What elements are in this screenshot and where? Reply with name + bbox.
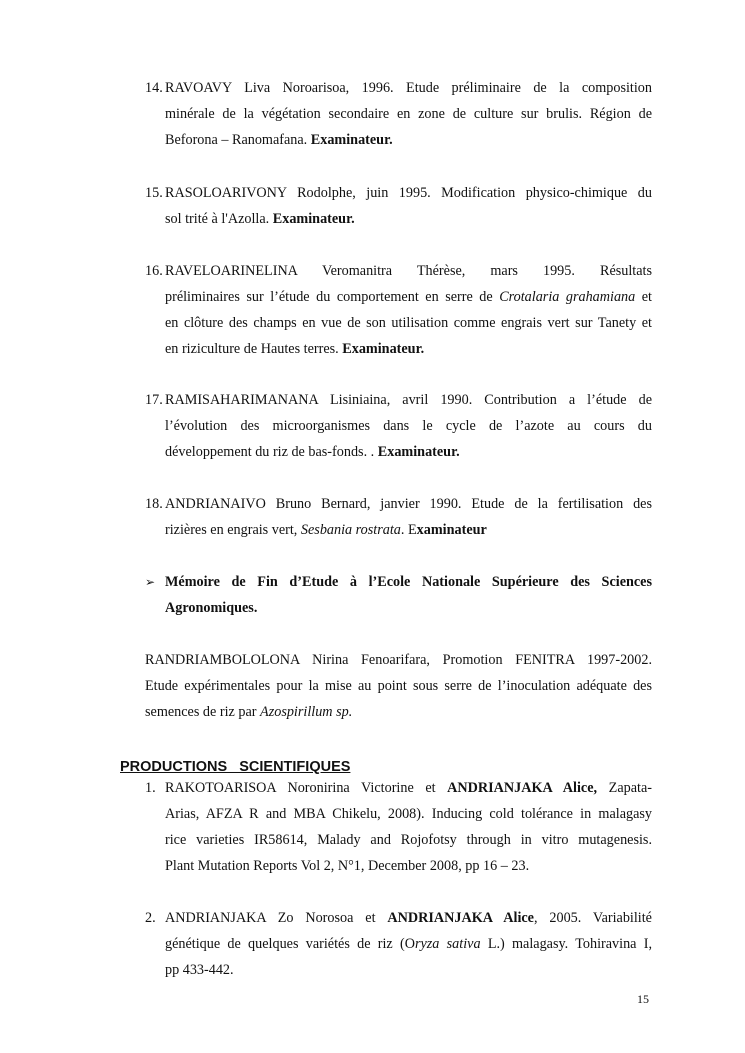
bold-text: Agronomiques. (165, 600, 258, 616)
text-line (165, 387, 652, 413)
text-line (165, 517, 652, 543)
section-heading-productions: PRODUCTIONS SCIENTIFIQUES (120, 759, 351, 775)
text-run: semences de riz par (145, 704, 261, 720)
text-line (165, 336, 652, 362)
text-line (165, 284, 652, 310)
text-line (145, 699, 652, 725)
text-run: Beforona – Ranomafana. (165, 132, 311, 148)
list-item (145, 905, 652, 983)
text-run: ANDRIANJAKA Zo Norosoa et (165, 910, 388, 926)
list-number: 15. (145, 185, 163, 201)
text-run: minérale de la végétation secondaire en zone de culture sur brulis. Région de (165, 106, 652, 122)
text-line (165, 75, 652, 101)
text-line (165, 258, 652, 284)
italic-text: Crotalaria grahamiana (499, 289, 636, 305)
text-line (165, 595, 652, 621)
text-line (145, 647, 652, 673)
text-run: et (635, 289, 653, 305)
text-line (165, 957, 652, 983)
text-line (165, 206, 652, 232)
bold-text: ANDRIANJAKA Alice, (447, 780, 598, 796)
text-run: , 2005. Variabilité (533, 910, 652, 926)
text-run: rice varieties IR58614, Malady and Rojofotsy through in vitro mutagenesis. (165, 832, 652, 848)
text-line (165, 413, 652, 439)
text-line (145, 673, 652, 699)
list-number: 2. (145, 910, 156, 926)
bold-text: Examinateur. (377, 444, 460, 460)
bold-text: Examinateur. (272, 211, 355, 227)
text-run: RAKOTOARISOA Noronirina Victorine et (165, 780, 448, 796)
arrow-bullet-icon: ➢ (145, 575, 156, 589)
text-line (165, 905, 652, 931)
text-run: Zapata- (597, 780, 652, 796)
list-number: 17. (145, 392, 163, 408)
bold-text: ANDRIANJAKA Alice (387, 910, 534, 926)
text-run: préliminaires sur l’étude du comportement en serre de (165, 289, 500, 305)
text-line (165, 853, 652, 879)
text-run: . E (400, 522, 417, 538)
text-run: Plant Mutation Reports Vol 2, N°1, December 2008, pp 16 – 23. (165, 858, 530, 874)
text-run: Etude expérimentales pour la mise au point sous serre de l’inoculation adéquate des (145, 678, 652, 694)
list-item (145, 775, 652, 879)
list-number: 1. (145, 780, 156, 796)
text-run: génétique de quelques variétés de riz (O (165, 936, 415, 952)
text-line (165, 439, 652, 465)
text-run: Arias, AFZA R and MBA Chikelu, 2008). Inducing cold tolérance in malagasy (165, 806, 652, 822)
text-line (165, 101, 652, 127)
list-number: 14. (145, 80, 163, 96)
text-run: sol trité à l'Azolla. (165, 211, 273, 227)
text-line (165, 569, 652, 595)
bullet-heading (145, 569, 652, 621)
italic-text: Sesbania rostrata (300, 522, 401, 538)
bold-text: Examinateur. (310, 132, 393, 148)
paragraph (145, 647, 652, 725)
list-number: 18. (145, 496, 163, 512)
list-number: 16. (145, 263, 163, 279)
text-run: rizières en engrais vert, (165, 522, 301, 538)
list-item (145, 387, 652, 465)
text-line (165, 127, 652, 153)
bold-text: xaminateur (416, 522, 487, 538)
text-run: l’évolution des microorganismes dans le cycle de l’azote au cours du (165, 418, 652, 434)
text-run: en riziculture de Hautes terres. (165, 341, 343, 357)
text-line (165, 180, 652, 206)
text-line (165, 827, 652, 853)
text-run: RAVOAVY Liva Noroarisoa, 1996. Etude préliminaire de la composition (165, 80, 652, 96)
list-item (145, 258, 652, 362)
list-item (145, 180, 652, 232)
text-run: RAVELOARINELINA Veromanitra Thérèse, mars 1995. Résultats (165, 263, 652, 279)
list-item (145, 75, 652, 153)
text-run: développement du riz de bas-fonds. . (165, 444, 378, 460)
text-line (165, 801, 652, 827)
text-run: en clôture des champs en vue de son utilisation comme engrais vert sur Tanety et (165, 315, 652, 331)
text-line (165, 310, 652, 336)
text-line (165, 775, 652, 801)
list-item (145, 491, 652, 543)
text-line (165, 931, 652, 957)
text-run: pp 433-442. (165, 962, 234, 978)
text-run: ANDRIANAIVO Bruno Bernard, janvier 1990. Etude de la fertilisation des (165, 496, 652, 512)
text-run: RASOLOARIVONY Rodolphe, juin 1995. Modification physico-chimique du (165, 185, 652, 201)
page-number: 15 (637, 992, 649, 1006)
text-run: RANDRIAMBOLOLONA Nirina Fenoarifara, Promotion FENITRA 1997-2002. (145, 652, 652, 668)
italic-text: ryza sativa (414, 936, 481, 952)
bold-text: Examinateur. (342, 341, 425, 357)
text-line (165, 491, 652, 517)
text-run: RAMISAHARIMANANA Lisiniaina, avril 1990. Contribution a l’étude de (165, 392, 652, 408)
text-run: L.) malagasy. Tohiravina I, (480, 936, 652, 952)
bold-text: Mémoire de Fin d’Etude à l’Ecole Nationale Supérieure des Sciences (165, 574, 652, 590)
italic-text: Azospirillum sp. (260, 704, 353, 720)
